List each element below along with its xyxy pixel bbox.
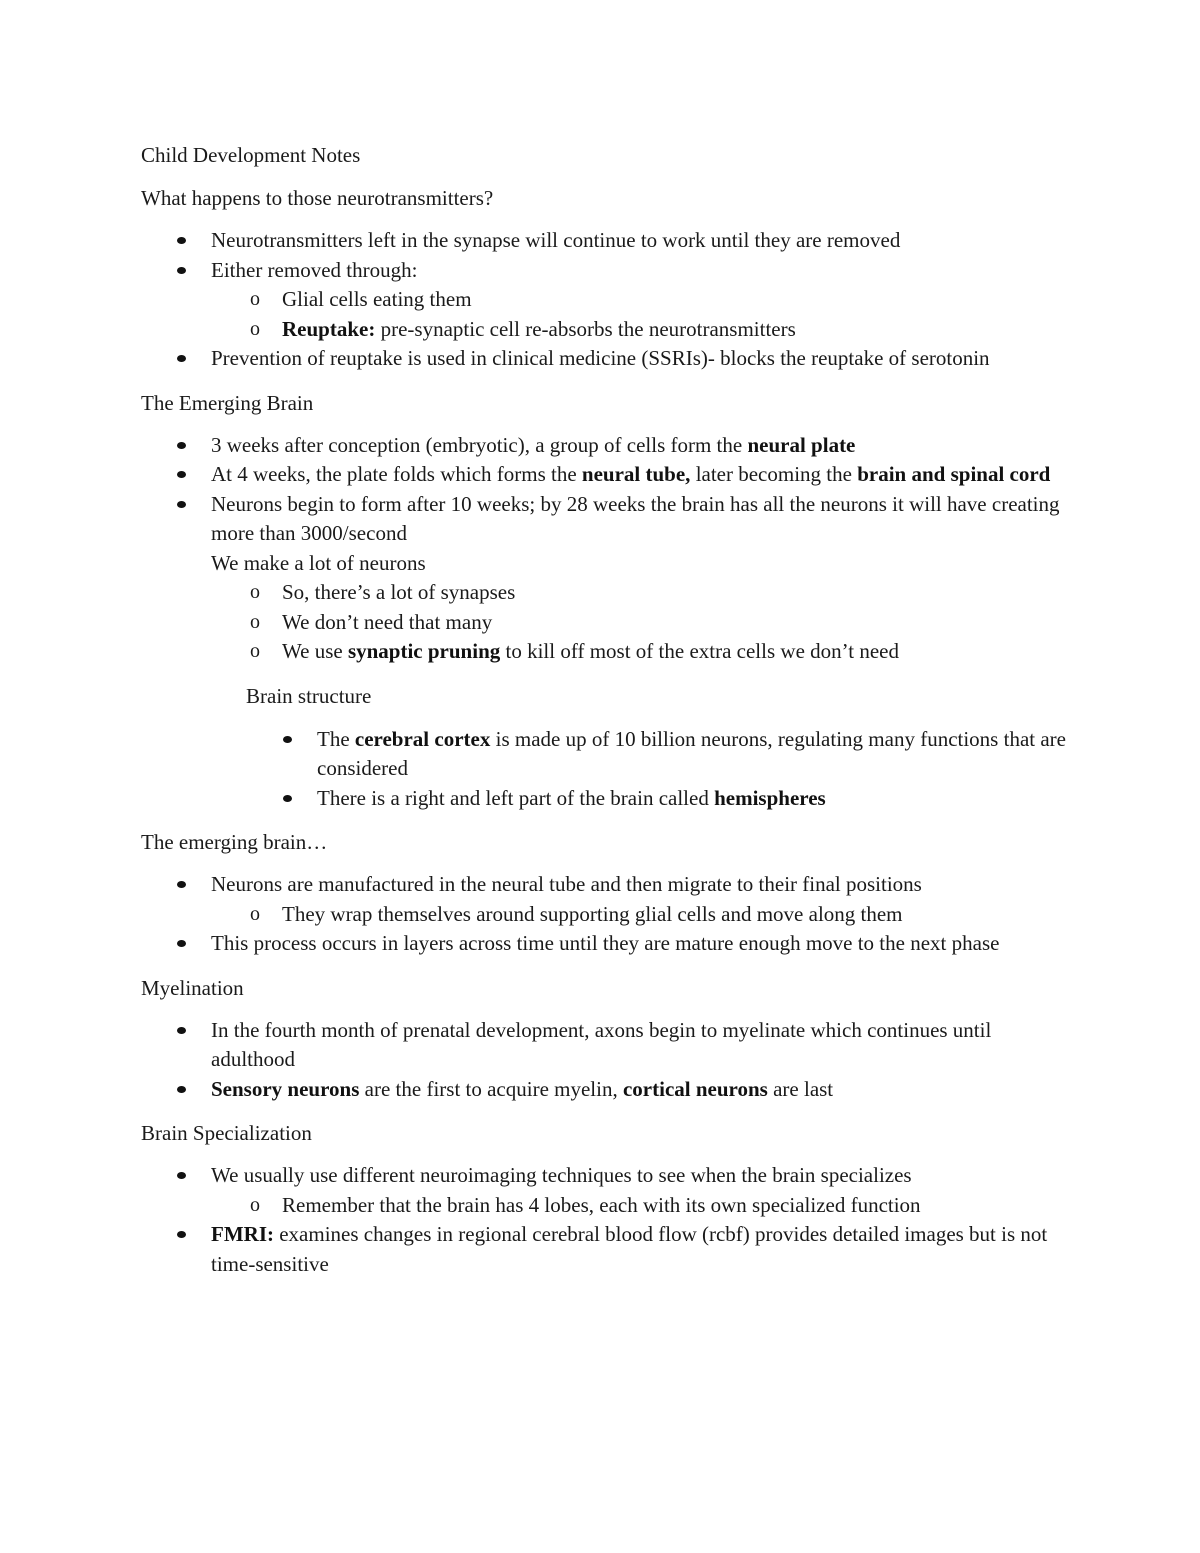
list-item-text: There is a right and left part of the brain called bbox=[317, 785, 715, 810]
section-heading: What happens to those neurotransmitters? bbox=[141, 186, 494, 210]
bullet-list bbox=[141, 226, 1071, 285]
bold-term: brain and spinal cord bbox=[857, 462, 1051, 486]
list-item: Neurotransmitters left in the synapse will continue to work until they are removed bbox=[141, 226, 1071, 256]
section-emerging-brain bbox=[141, 388, 1071, 814]
list-item: o Remember that the brain has 4 lobes, each with its own specialized function bbox=[141, 1191, 1071, 1221]
bold-term: synaptic pruning bbox=[347, 639, 501, 663]
bold-term: FMRI: bbox=[211, 1222, 274, 1246]
bullet-list bbox=[141, 929, 1071, 959]
document-page bbox=[141, 140, 1071, 1293]
list-item-text: later becoming the bbox=[690, 462, 858, 486]
sub-bullet-list bbox=[141, 578, 1071, 667]
section-heading: Myelination bbox=[141, 975, 244, 1000]
bullet-list bbox=[141, 1161, 1071, 1191]
list-item-text: We use bbox=[282, 639, 348, 663]
list-item bbox=[141, 784, 1071, 814]
bullet-list bbox=[141, 1220, 1071, 1279]
list-item: Neurons begin to form after 10 weeks; by 28 weeks the brain has all the neurons it will have creating more than 3000/second bbox=[141, 490, 1071, 549]
list-item-text: to kill off most of the extra cells we don’t need bbox=[500, 639, 899, 663]
sub-bullet-list bbox=[141, 285, 1071, 344]
list-item: o Glial cells eating them bbox=[141, 285, 1071, 315]
bold-term: Sensory neurons bbox=[211, 1076, 360, 1101]
list-item: Prevention of reuptake is used in clinical medicine (SSRIs)- blocks the reuptake of serotonin bbox=[141, 344, 1071, 374]
list-item-text: examines changes in regional cerebral blood flow (rcbf) provides detailed images but is not time-sensitive bbox=[211, 1222, 1048, 1276]
list-item: We usually use different neuroimaging techniques to see when the brain specializes bbox=[141, 1161, 1071, 1191]
list-item bbox=[141, 256, 1071, 286]
list-item-text: pre-synaptic cell re-absorbs the neurotransmitters bbox=[375, 316, 796, 341]
list-item: This process occurs in layers across time until they are mature enough move to the next phase bbox=[141, 929, 1071, 959]
list-item: o They wrap themselves around supporting glial cells and move along them bbox=[141, 900, 1071, 930]
section-myelination bbox=[141, 973, 1071, 1105]
list-item bbox=[141, 725, 1071, 784]
list-item-text: are last bbox=[767, 1076, 834, 1101]
section-neurotransmitters bbox=[141, 183, 1071, 374]
bullet-list bbox=[141, 870, 1071, 900]
list-item bbox=[141, 637, 1071, 667]
section-heading: Brain Specialization bbox=[141, 1121, 312, 1145]
bullet-list bbox=[141, 1016, 1071, 1105]
section-emerging-brain-cont bbox=[141, 827, 1071, 959]
plain-indented-text: We make a lot of neurons bbox=[211, 550, 426, 575]
section-heading: The emerging brain… bbox=[141, 830, 328, 854]
list-item bbox=[141, 1220, 1071, 1279]
subsection-heading: Brain structure bbox=[246, 683, 372, 708]
list-item: o So, there’s a lot of synapses bbox=[141, 578, 1071, 608]
bold-term: cerebral cortex bbox=[354, 726, 491, 751]
bullet-list bbox=[141, 431, 1071, 549]
list-item-text: are the first to acquire myelin, bbox=[359, 1076, 623, 1101]
bullet-list bbox=[141, 344, 1071, 374]
bullet-list bbox=[141, 725, 1071, 814]
list-item bbox=[141, 1075, 1071, 1105]
list-item: Neurons are manufactured in the neural tube and then migrate to their final positions bbox=[141, 870, 1071, 900]
list-item-text: The bbox=[317, 726, 355, 751]
section-brain-specialization bbox=[141, 1118, 1071, 1279]
document-title: Child Development Notes bbox=[141, 143, 361, 167]
list-item bbox=[141, 460, 1071, 490]
bold-term: neural tube, bbox=[581, 462, 691, 486]
bold-term: Reuptake: bbox=[282, 316, 376, 341]
list-item: In the fourth month of prenatal development, axons begin to myelinate which continues until adulthood bbox=[141, 1016, 1071, 1075]
list-item-text: 3 weeks after conception (embryotic), a group of cells form the bbox=[211, 432, 748, 457]
bold-term: cortical neurons bbox=[622, 1076, 768, 1101]
section-heading: The Emerging Brain bbox=[141, 390, 314, 415]
bold-term: neural plate bbox=[747, 432, 856, 457]
list-item bbox=[141, 315, 1071, 345]
sub-bullet-list bbox=[141, 900, 1071, 930]
list-item-text: Either removed through: bbox=[211, 257, 418, 282]
bold-term: hemispheres bbox=[714, 785, 826, 810]
list-item-text: At 4 weeks, the plate folds which forms the bbox=[211, 462, 582, 486]
list-item-text: is made up of 10 billion neurons, regulating many functions that are considered bbox=[317, 726, 1066, 780]
list-item bbox=[141, 431, 1071, 461]
sub-bullet-list bbox=[141, 1191, 1071, 1221]
list-item: o We don’t need that many bbox=[141, 608, 1071, 638]
